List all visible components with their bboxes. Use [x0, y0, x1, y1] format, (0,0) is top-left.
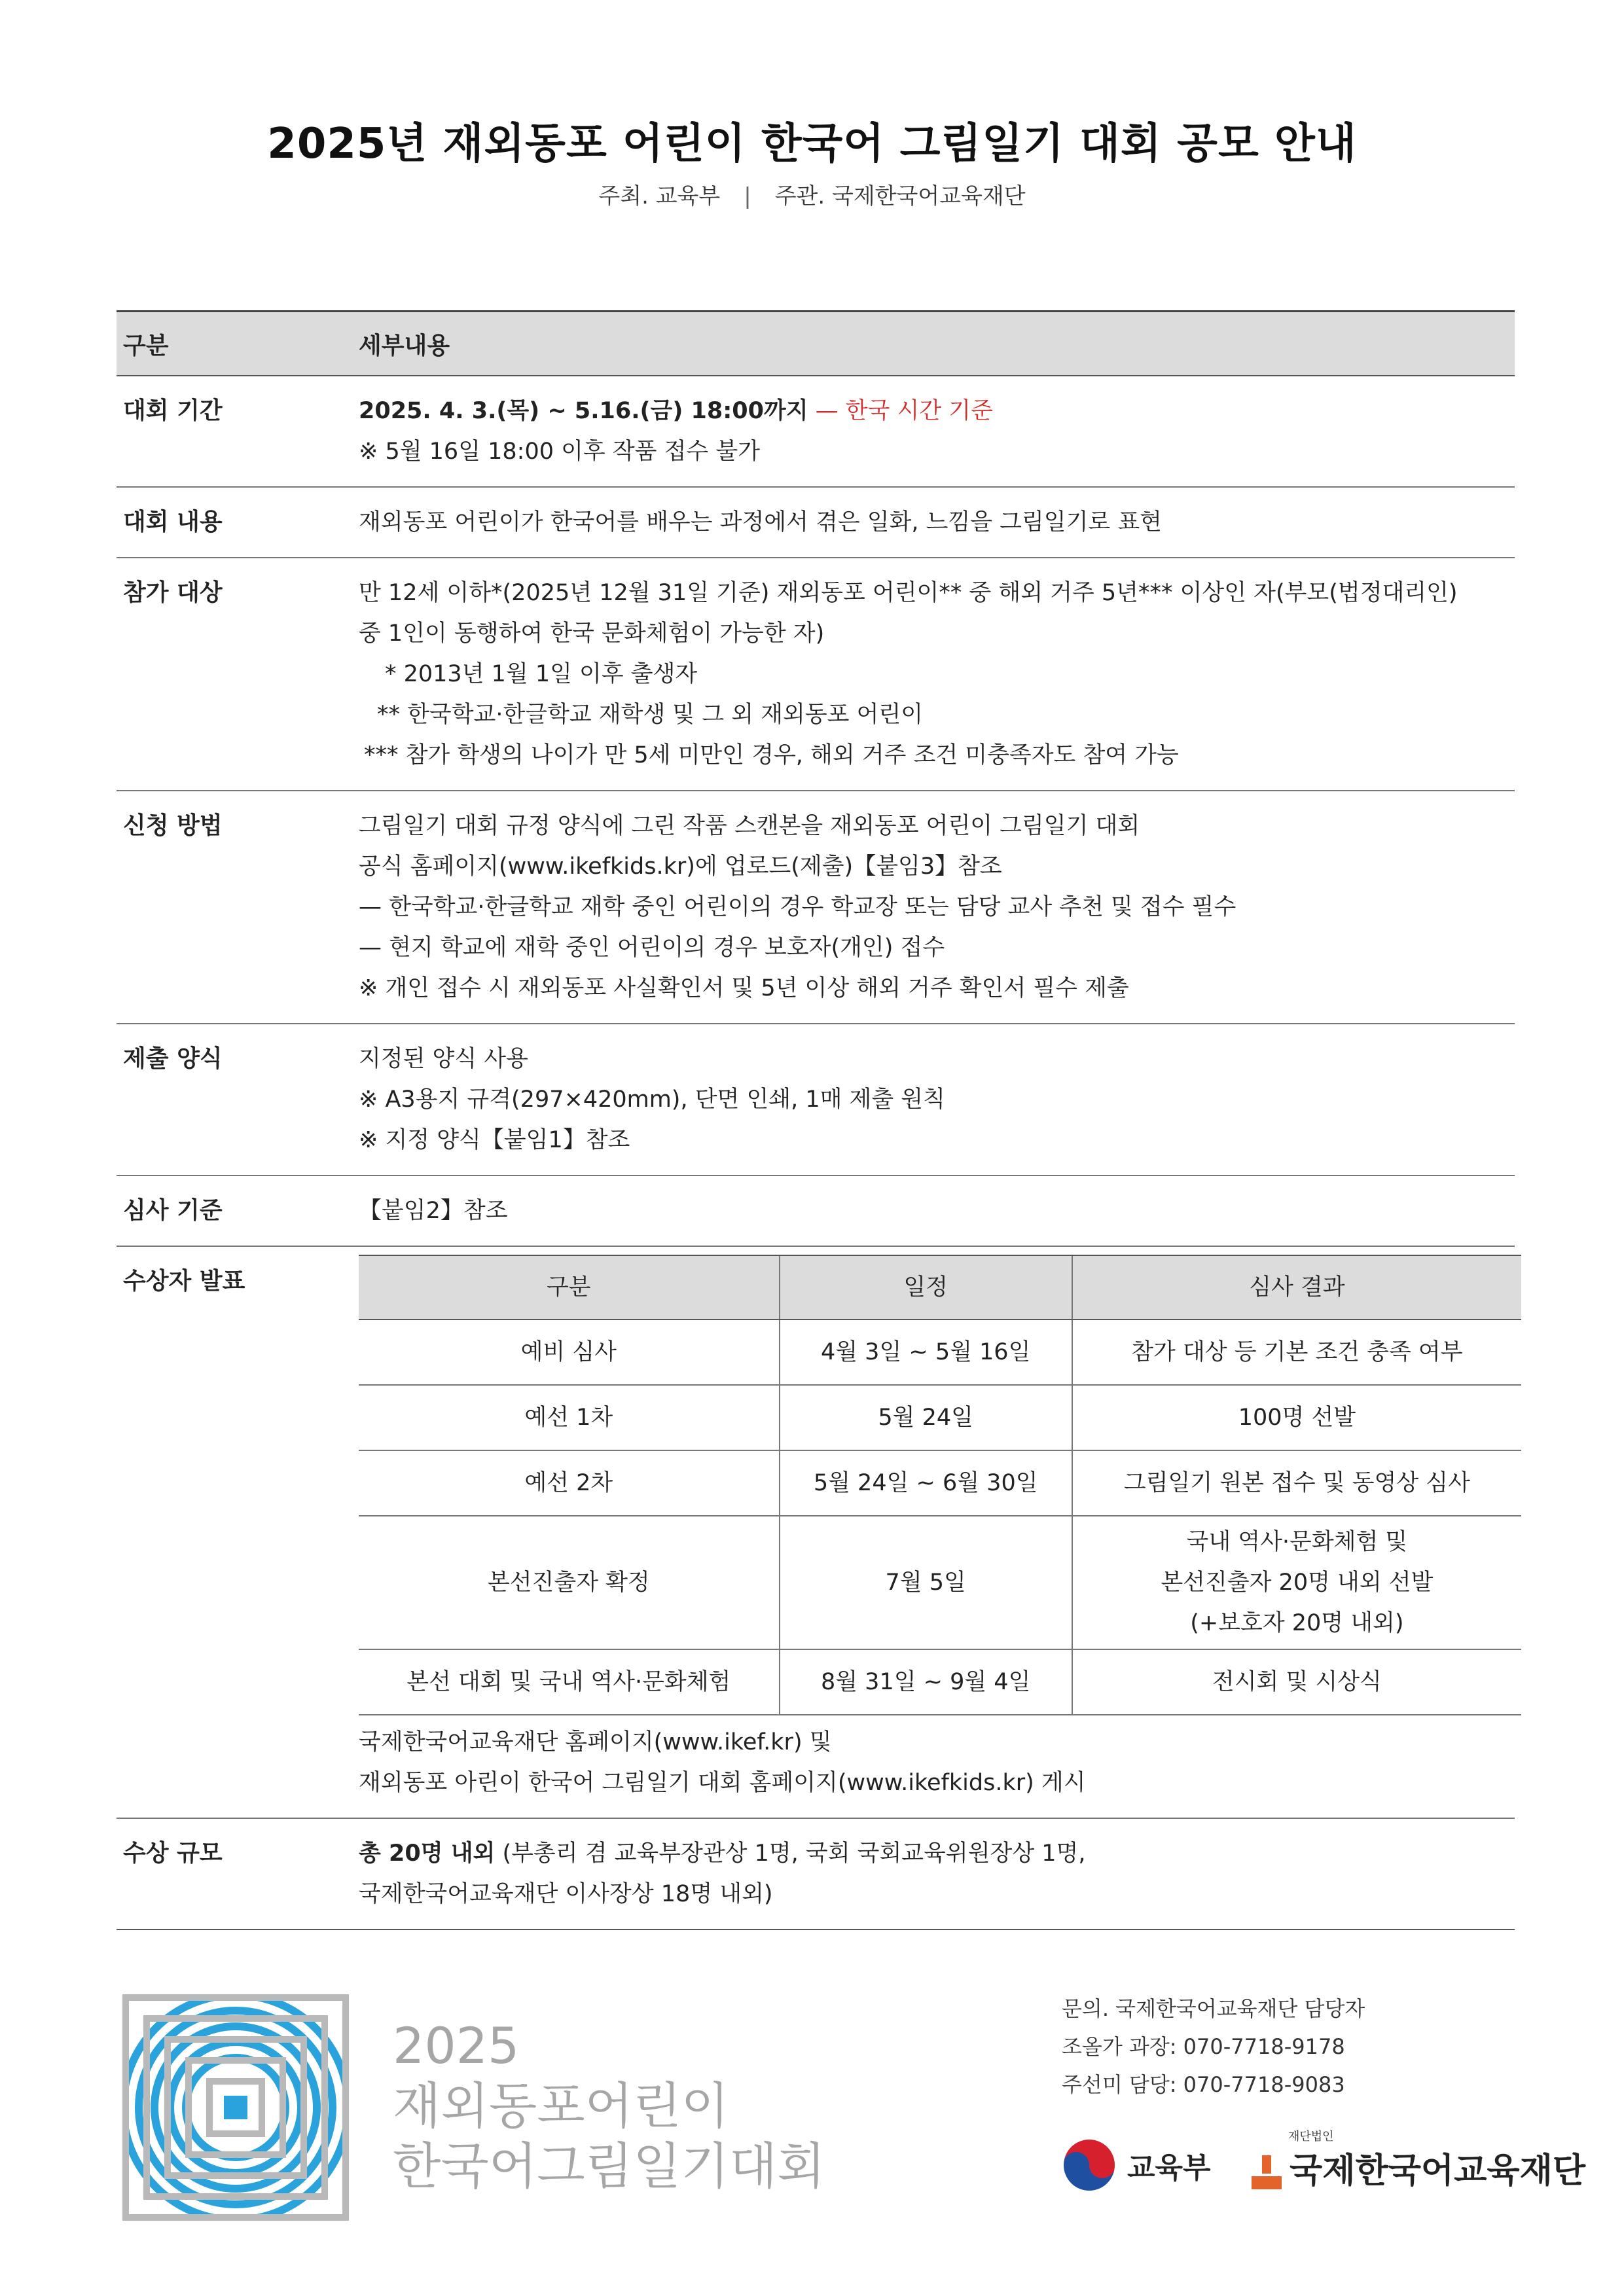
row-content [359, 1039, 1515, 1160]
content-line1: 재외동포 어린이가 한국어를 배우는 과정에서 겪은 일화, 느낌을 그림일기로 표현 [359, 509, 1162, 535]
schedule-stage: 예선 1차 [359, 1385, 780, 1450]
contact-person1: 조올가 과장: 070-7718-9178 [1062, 2034, 1345, 2059]
row-content [359, 806, 1515, 1009]
format-line3: ※ 지정 양식【붙임1】참조 [359, 1127, 630, 1153]
schedule-result: 그림일기 원본 접수 및 동영상 심사 [1072, 1450, 1521, 1516]
contest-logo-text [393, 2016, 825, 2197]
final-result-1: 국내 역사·문화체험 및 [1186, 1529, 1408, 1555]
awards-total: 총 20명 내외 [359, 1840, 496, 1867]
schedule-result: 참가 대상 등 기본 조건 충족 여부 [1072, 1319, 1521, 1385]
row-format [117, 1024, 1515, 1176]
table-row [359, 1450, 1521, 1516]
awards-line2: 국제한국어교육재단 이사장상 18명 내외) [359, 1881, 773, 1907]
apply-line5: ※ 개인 접수 시 재외동포 사실확인서 및 5년 이상 해외 거주 확인서 필수 제출 [359, 975, 1129, 1001]
schedule-stage: 예선 2차 [359, 1450, 780, 1516]
row-label: 수상 규모 [123, 1840, 223, 1867]
taeguk-icon [1062, 2138, 1117, 2193]
apply-line2: 공식 홈페이지(www.ikefkids.kr)에 업로드(제출)【붙임3】참조 [359, 853, 1002, 880]
row-content [359, 1255, 1521, 1803]
format-line1: 지정된 양식 사용 [359, 1046, 528, 1072]
target-line4: ** 한국학교·한글학교 재학생 및 그 외 재외동포 어린이 [377, 702, 924, 728]
period-note: — 한국 시간 기준 [808, 398, 993, 424]
schedule-date: 5월 24일 ~ 6월 30일 [780, 1450, 1072, 1516]
row-criteria [117, 1176, 1515, 1247]
info-table [117, 310, 1515, 1930]
target-line5: *** 참가 학생의 나이가 만 5세 미만인 경우, 해외 거주 조건 미충족자도 참여 가능 [364, 742, 1179, 768]
separator: | [744, 183, 751, 209]
row-label: 심사 기준 [123, 1197, 223, 1224]
row-content [359, 1833, 1515, 1914]
page-subtitle [0, 178, 1624, 210]
row-label: 대회 내용 [123, 509, 223, 535]
logo-line3: 한국어그림일기대회 [393, 2137, 825, 2195]
schedule-result: 100명 선발 [1072, 1385, 1521, 1450]
awards-detail: (부총리 겸 교육부장관상 1명, 국회 국회교육위원장상 1명, [495, 1840, 1086, 1867]
final-result-3: (+보호자 20명 내외) [1190, 1610, 1404, 1636]
table-row [359, 1649, 1521, 1715]
row-content [359, 502, 1515, 543]
ikef-logo [1250, 2127, 1585, 2192]
schedule-result [1072, 1516, 1521, 1649]
row-target [117, 558, 1515, 791]
apply-line1: 그림일기 대회 규정 양식에 그린 작품 스캔본을 재외동포 어린이 그림일기 대회 [359, 813, 1140, 839]
ikef-mark-icon [1250, 2153, 1283, 2192]
period-line2: ※ 5월 16일 18:00 이후 작품 접수 불가 [359, 439, 760, 465]
row-label: 대회 기간 [123, 397, 223, 424]
table-row [359, 1385, 1521, 1450]
schedule-head-date: 일정 [780, 1255, 1072, 1319]
period-main: 2025. 4. 3.(목) ~ 5.16.(금) 18:00까지 [359, 398, 808, 424]
col-category: 구분 [123, 332, 169, 359]
row-apply [117, 791, 1515, 1024]
schedule-head-result: 심사 결과 [1072, 1255, 1521, 1319]
announce-note2: 재외동포 아린이 한국어 그림일기 대회 홈페이지(www.ikefkids.kr) 게시 [359, 1770, 1086, 1796]
announce-note1: 국제한국어교육재단 홈페이지(www.ikef.kr) 및 [359, 1729, 832, 1755]
target-line1: 만 12세 이하*(2025년 12월 31일 기준) 재외동포 어린이** 중 해외 거주 5년*** 이상인 자(부모(법정대리인) [359, 580, 1458, 606]
apply-line4: — 현지 학교에 재학 중인 어린이의 경우 보호자(개인) 접수 [359, 935, 945, 961]
row-content [359, 1191, 1515, 1231]
row-content [359, 573, 1515, 776]
schedule-date: 7월 5일 [780, 1516, 1072, 1649]
ikef-name-text: 국제한국어교육재단 [1290, 2151, 1586, 2191]
row-label: 수상자 발표 [123, 1268, 245, 1295]
final-result-2: 본선진출자 20명 내외 선발 [1161, 1570, 1434, 1596]
table-row [359, 1319, 1521, 1385]
schedule-result: 전시회 및 시상식 [1072, 1649, 1521, 1715]
table-header [117, 310, 1515, 376]
row-period [117, 376, 1515, 488]
schedule-date: 8월 31일 ~ 9월 4일 [780, 1649, 1072, 1715]
format-line2: ※ A3용지 규격(297×420mm), 단면 인쇄, 1매 제출 원칙 [359, 1086, 945, 1113]
row-content [359, 391, 1515, 472]
row-awards [117, 1819, 1515, 1930]
logo-year: 2025 [393, 2017, 520, 2075]
moe-text: 교육부 [1127, 2151, 1211, 2185]
schedule-stage: 본선진출자 확정 [359, 1516, 780, 1649]
moe-logo [1062, 2138, 1211, 2193]
schedule-head-stage: 구분 [359, 1255, 780, 1319]
row-label: 신청 방법 [123, 812, 223, 839]
page-title: 2025년 재외동포 어린이 한국어 그림일기 대회 공모 안내 [267, 120, 1357, 168]
contact-title: 문의. 국제한국어교육재단 담당자 [1062, 1996, 1365, 2021]
target-line2: 중 1인이 동행하여 한국 문화체험이 가능한 자) [359, 620, 825, 647]
target-line3: * 2013년 1월 1일 이후 출생자 [385, 661, 698, 687]
table-row [359, 1516, 1521, 1649]
schedule-date: 5월 24일 [780, 1385, 1072, 1450]
row-label: 참가 대상 [123, 579, 223, 606]
contact-info [1062, 1990, 1365, 2104]
host-text: 주최. 교육부 [598, 183, 721, 209]
schedule-stage: 본선 대회 및 국내 역사·문화체험 [359, 1649, 780, 1715]
logo-line2: 재외동포어린이 [393, 2077, 729, 2135]
criteria-line1: 【붙임2】참조 [359, 1198, 508, 1224]
contact-person2: 주선미 담당: 070-7718-9083 [1062, 2072, 1345, 2097]
schedule-stage: 예비 심사 [359, 1319, 780, 1385]
col-details: 세부내용 [359, 332, 450, 359]
schedule-table [359, 1255, 1521, 1715]
contest-logo-icon [118, 1990, 353, 2225]
schedule-date: 4월 3일 ~ 5월 16일 [780, 1319, 1072, 1385]
row-announce [117, 1247, 1515, 1819]
organizer-text: 주관. 국제한국어교육재단 [774, 183, 1026, 209]
apply-line3: — 한국학교·한글학교 재학 중인 어린이의 경우 학교장 또는 담당 교사 추천 및 접수 필수 [359, 894, 1236, 920]
row-label: 제출 양식 [123, 1045, 223, 1072]
row-content-desc [117, 488, 1515, 558]
ikef-small-text: 재단법인 [1288, 2130, 1334, 2144]
